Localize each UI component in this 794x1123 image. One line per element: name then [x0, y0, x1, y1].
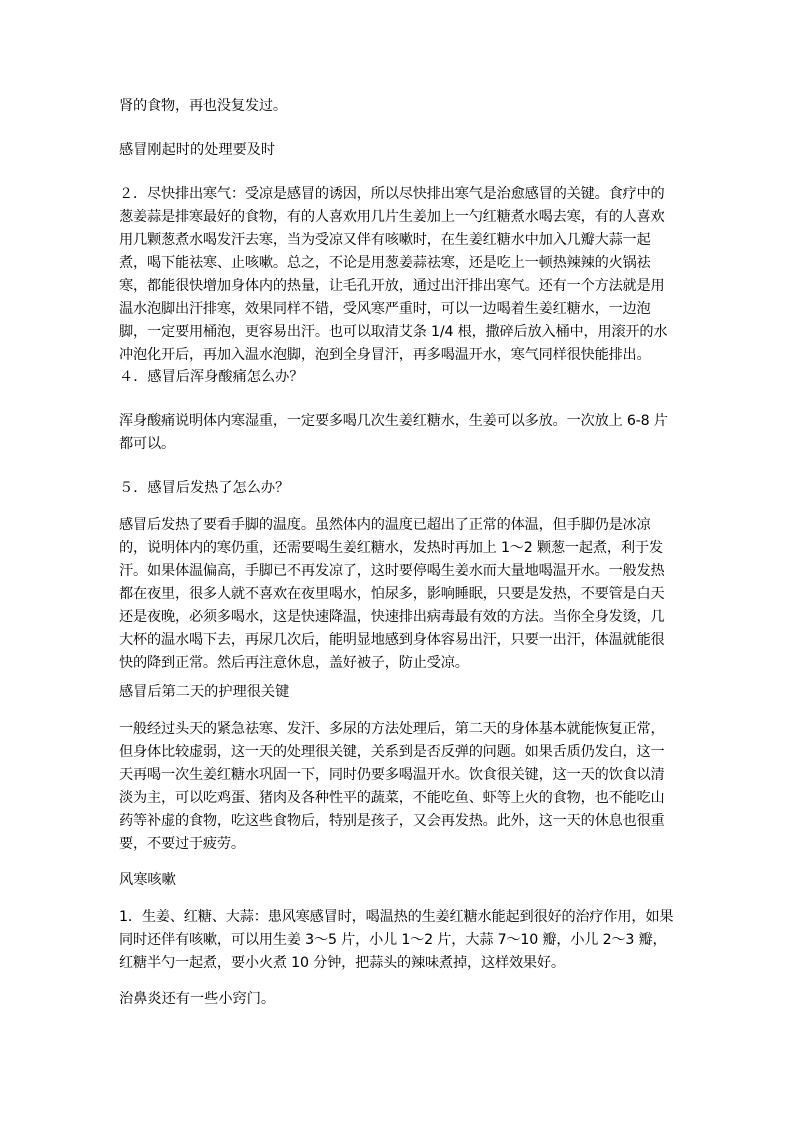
paragraph-second-day-care: 一般经过头天的紧急祛寒、发汗、多尿的方法处理后，第二天的身体基本就能恢复正常，但身体比较虚弱，这一天的处理很关键，关系到是否反弹的问题。如果舌质仍发白，这一天再喝一次生姜红糖水巩固一下，同时仍要多喝温开水。饮食很关键，这一天的饮食以清淡为主，可以吃鸡蛋、猪肉及各种性平的蔬菜，不能吃鱼、虾等上火的食物，也不能吃山药等补虚的食物，吃这些食物后，特别是孩子，又会再发热。此外，这一天的休息也很重要，不要过于疲劳。: [119, 721, 665, 852]
paragraph-fever: 感冒后发热了要看手脚的温度。虽然体内的温度已超出了正常的体温，但手脚仍是冰凉的，说明体内的寒仍重，还需要喝生姜红糖水，发热时再加上 1～2 颗葱一起煮，利于发汗。如果体温偏高，手脚已不再发凉了，这时要停喝生姜水而大量地喝温开水。一般发热都在夜里，很多人就不喜欢在夜里喝水，怕尿多，影响睡眠，只要是发热，不要管是白天还是夜晚，必须多喝水，这是快速降温，快速排出病毒最有效的方法。当你全身发烫，几大杯的温水喝下去，再尿几次后，能明显地感到身体容易出汗，只要一出汗，体温就能很快的降到正常。然后再注意休息，盖好被子，防止受凉。: [119, 517, 665, 671]
paragraph-body-aches: 浑身酸痛说明体内寒湿重，一定要多喝几次生姜红糖水，生姜可以多放。一次放上 6-8 片都可以。: [119, 413, 668, 452]
heading-wind-cold-cough: 风寒咳嗽: [119, 872, 176, 888]
heading-early-treatment: 感冒刚起时的处理要及时: [119, 142, 276, 158]
heading-fever: ５．感冒后发热了怎么办？: [119, 480, 290, 496]
paragraph-intro-ending: 肾的食物，再也没复发过。: [119, 98, 287, 114]
paragraph-rhinitis-tips: 治鼻炎还有一些小窍门。: [119, 991, 276, 1007]
paragraph-expel-cold: ２．尽快排出寒气：受凉是感冒的诱因，所以尽快排出寒气是治愈感冒的关键。食疗中的葱姜蒜是排寒最好的食物，有的人喜欢用几片生姜加上一勺红糖煮水喝去寒，有的人喜欢用几颗葱煮水喝发汗去寒，当为受凉又伴有咳嗽时，在生姜红糖水中加入几瓣大蒜一起煮，喝下能祛寒、止咳嗽。总之，不论是用葱姜蒜祛寒，还是吃上一顿热辣辣的火锅祛寒，都能很快增加身体内的热量，让毛孔开放，通过出汗排出寒气。还有一个方法就是用温水泡脚出汗排寒，效果同样不错，受风寒严重时，可以一边喝着生姜红糖水，一边泡脚，一定要用桶泡，更容易出汗。也可以取清艾条 1/4 根，撒碎后放入桶中，用滚开的水冲泡化开后，再加入温水泡脚，泡到全身冒汗，再多喝温开水，寒气同样很快能排出。: [119, 186, 668, 363]
heading-second-day-care: 感冒后第二天的护理很关键: [119, 684, 290, 700]
heading-body-aches: ４．感冒后浑身酸痛怎么办？: [119, 369, 304, 385]
paragraph-ginger-sugar-garlic: 1．生姜、红糖、大蒜：患风寒感冒时，喝温热的生姜红糖水能起到很好的治疗作用，如果同时还伴有咳嗽，可以用生姜 3～5 片，小儿 1～2 片，大蒜 7～10 瓣，小儿 2～3 瓣，红糖半勺一起煮，要小火煮 10 分钟，把蒜头的辣味煮掉，这样效果好。: [119, 909, 674, 971]
